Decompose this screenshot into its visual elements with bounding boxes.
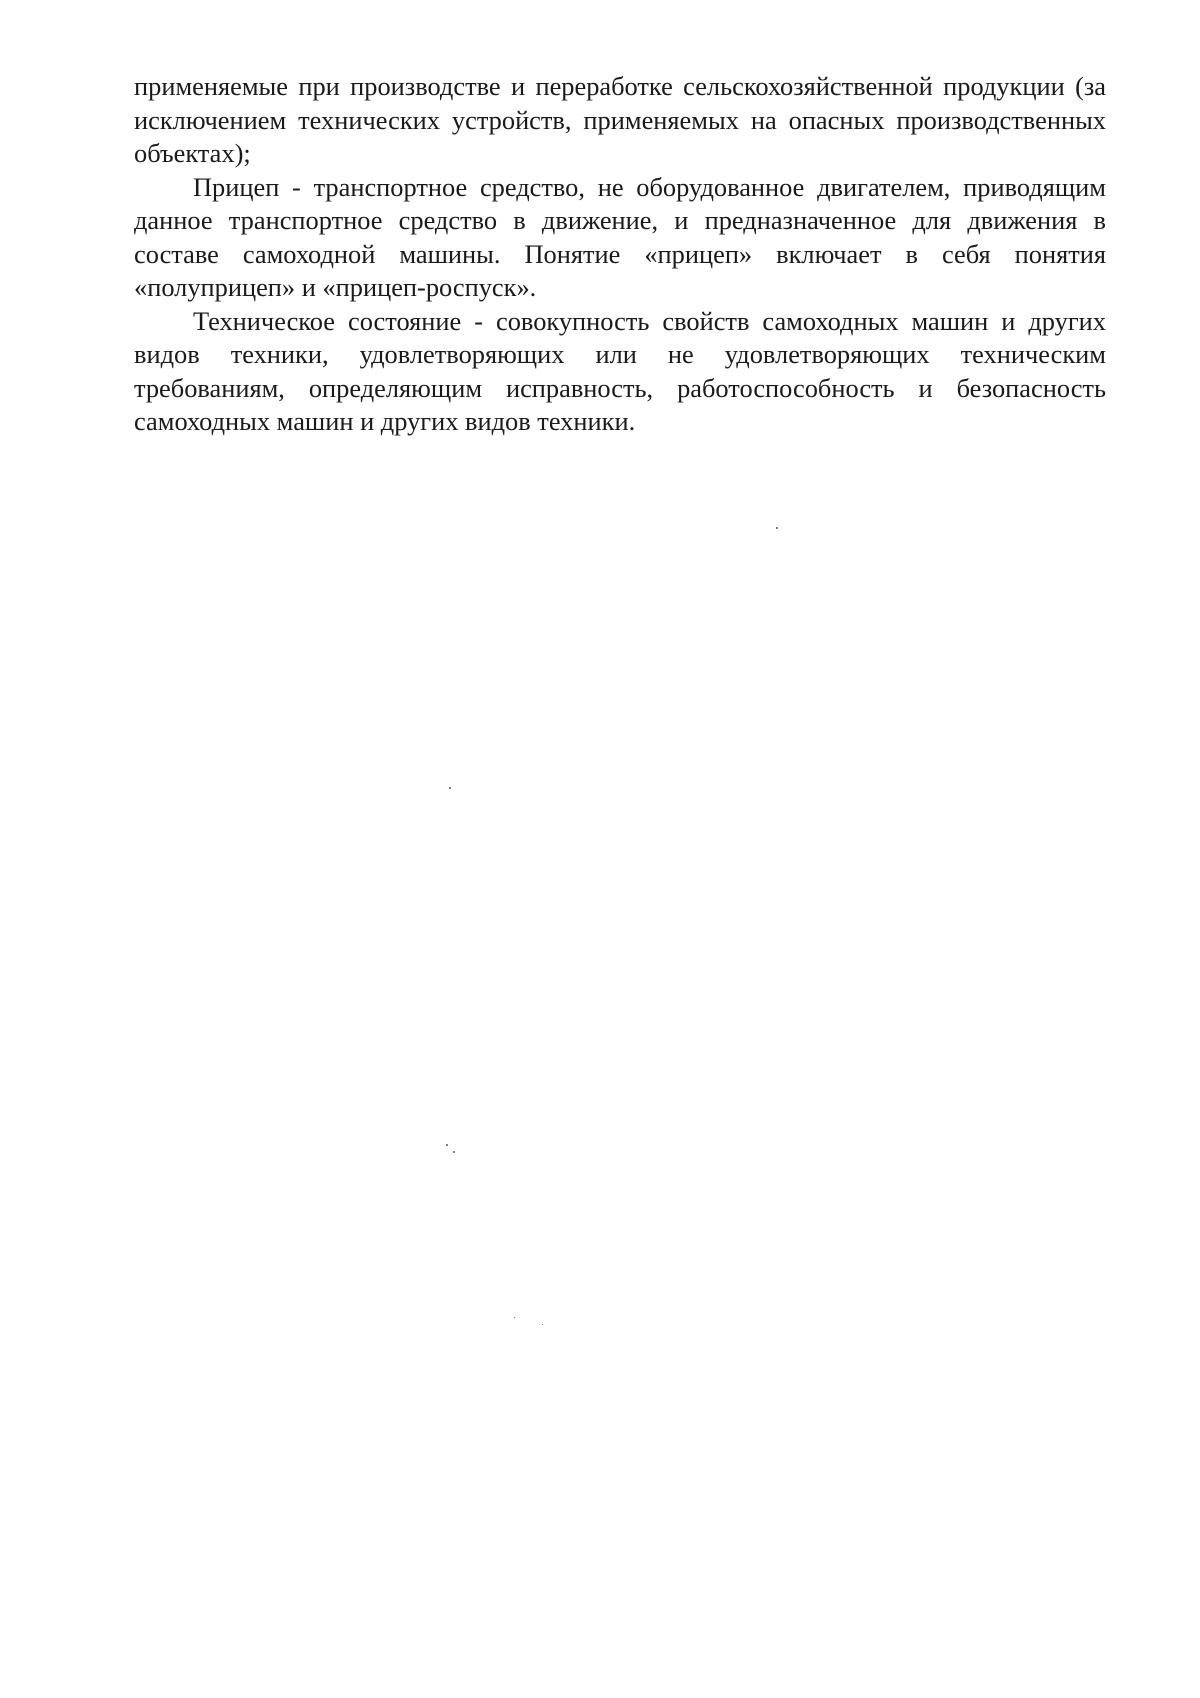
- scan-speck: [446, 1144, 448, 1146]
- document-body: [134, 70, 1106, 439]
- paragraph-continuation: применяемые при производстве и переработке сельскохозяйственной продукции (за исключением технических устройств, применяемых на опасных производственных объектах);: [134, 71, 1106, 168]
- scan-speck: [776, 527, 778, 529]
- scan-speck: [453, 1151, 455, 1153]
- scan-speck: [514, 1317, 515, 1318]
- paragraph-trailer-definition: Прицеп - транспортное средство, не оборудованное двигателем, приводящим данное транспортное средство в движение, и предназначенное для движения в составе самоходной машины. Понятие «прицеп» включает в себя понятия «полуприцеп» и «прицеп-роспуск».: [134, 171, 1106, 302]
- scan-speck: [542, 1324, 543, 1325]
- paragraph-technical-condition-definition: Техническое состояние - совокупность свойств самоходных машин и других видов техники, удовлетворяющих или не удовлетворяющих техническим требованиям, определяющим исправность, работоспособность и безопасность самоходных машин и других видов техники.: [134, 305, 1106, 436]
- scan-speck: [449, 787, 451, 789]
